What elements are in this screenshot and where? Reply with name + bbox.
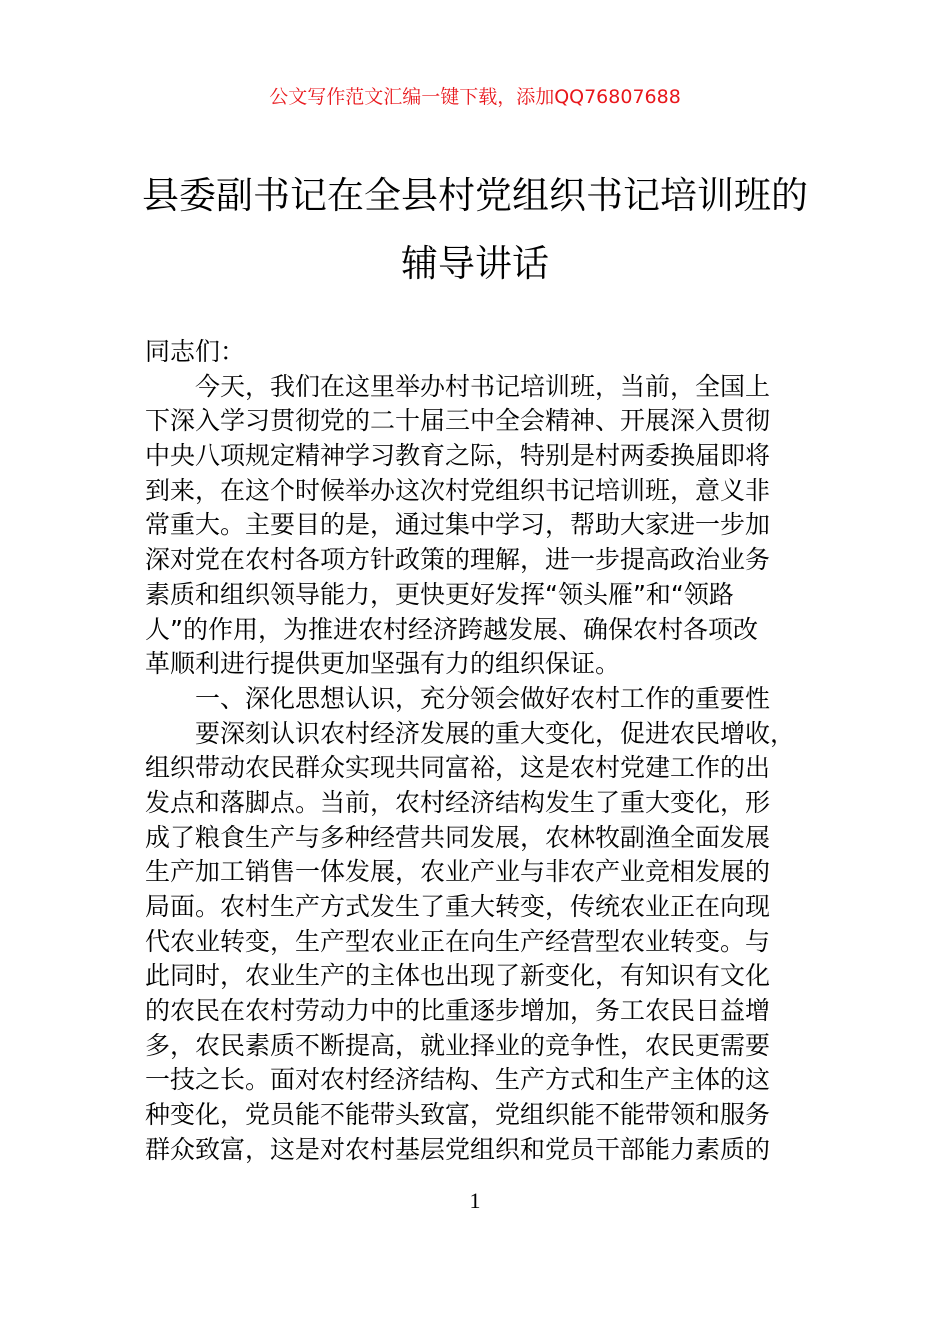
text-line: 深对党在农村各项方针政策的理解，进一步提高政治业务 [145,545,771,575]
page-number: 1 [469,1188,481,1213]
text-line: 群众致富，这是对农村基层党组织和党员干部能力素质的 [145,1134,771,1164]
text-line: 素质和组织领导能力，更快更好发挥“领头雁”和“领路 [145,579,734,609]
text-line: 生产加工销售一体发展，农业产业与非农产业竞相发展的 [145,857,771,887]
document-body [145,335,825,1168]
text-line: 此同时，农业生产的主体也出现了新变化，有知识有文化 [145,961,771,991]
text-line: 革顺利进行提供更加坚强有力的组织保证。 [145,649,621,679]
text-line: 的农民在农村劳动力中的比重逐步增加，务工农民日益增 [145,996,771,1026]
text-line: 下深入学习贯彻党的二十届三中全会精神、开展深入贯彻 [145,406,771,436]
text-line: 多，农民素质不断提高，就业择业的竞争性，农民更需要 [145,1030,771,1060]
text-line: 到来，在这个时候举办这次村党组织书记培训班，意义非 [145,475,771,505]
text-line: 组织带动农民群众实现共同富裕，这是农村党建工作的出 [145,753,771,783]
text-line: 人”的作用，为推进农村经济跨越发展、确保农村各项改 [145,614,758,644]
document-title-line-2: 辅导讲话 [401,242,549,285]
text-line: 成了粮食生产与多种经营共同发展，农林牧副渔全面发展 [145,822,771,852]
text-line: 局面。农村生产方式发生了重大转变，传统农业正在向现 [145,892,771,921]
text-line: 要深刻认识农村经济发展的重大变化，促进农民增收， [145,718,796,748]
text-line: 发点和落脚点。当前，农村经济结构发生了重大变化，形 [145,787,771,817]
text-line: 常重大。主要目的是，通过集中学习，帮助大家进一步加 [145,510,771,540]
header-watermark-note: 公文写作范文汇编一键下载，添加QQ76807688 [269,86,681,108]
text-line: 代农业转变，生产型农业正在向生产经营型农业转变。与 [145,926,771,956]
section-heading: 一、深化思想认识，充分领会做好农村工作的重要性 [145,683,771,713]
document-title-line-1: 县委副书记在全县村党组织书记培训班的 [142,174,808,217]
text-line: 一技之长。面对农村经济结构、生产方式和生产主体的这 [145,1065,771,1095]
text-line: 今天，我们在这里举办村书记培训班，当前，全国上 [145,371,771,401]
text-line: 同志们： [145,337,246,366]
text-line: 种变化，党员能不能带头致富，党组织能不能带领和服务 [145,1100,771,1130]
text-line: 中央八项规定精神学习教育之际，特别是村两委换届即将 [145,441,771,471]
